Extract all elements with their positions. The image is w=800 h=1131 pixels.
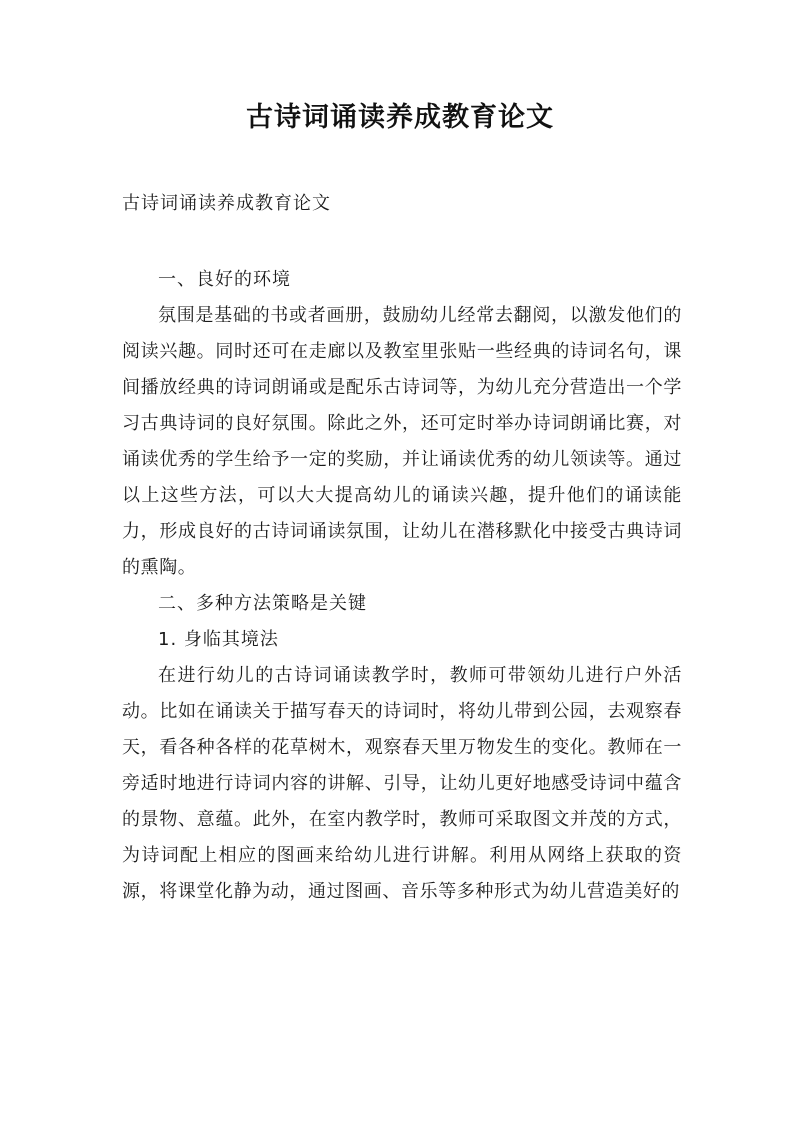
subsection-heading-immersion: 1. 身临其境法	[158, 629, 279, 650]
section-heading-methods: 二、多种方法策略是关键	[158, 593, 367, 614]
paragraph-atmosphere: 氛围是基础的书或者画册，鼓励幼儿经常去翻阅，以激发他们的阅读兴趣。同时还可在走廊以及教室里张贴一些经典的诗词名句，课间播放经典的诗词朗诵或是配乐古诗词等，为幼儿充分营造出一个学习古典诗词的良好氛围。除此之外，还可定时举办诗词朗诵比赛，对诵读优秀的学生给予一定的奖励，并让诵读优秀的幼儿领读等。通过以上这些方法，可以大大提高幼儿的诵读兴趣，提升他们的诵读能力，形成良好的古诗词诵读氛围，让幼儿在潜移默化中接受古典诗词的熏陶。	[122, 305, 682, 578]
section-heading-environment: 一、良好的环境	[158, 269, 291, 290]
document-subtitle: 古诗词诵读养成教育论文	[122, 193, 331, 214]
document-body	[122, 262, 682, 910]
document-title: 古诗词诵读养成教育论文	[246, 102, 554, 133]
paragraph-immersion: 在进行幼儿的古诗词诵读教学时，教师可带领幼儿进行户外活动。比如在诵读关于描写春天的诗词时，将幼儿带到公园，去观察春天，看各种各样的花草树木，观察春天里万物发生的变化。教师在一旁适时地进行诗词内容的讲解、引导，让幼儿更好地感受诗词中蕴含的景物、意蕴。此外，在室内教学时，教师可采取图文并茂的方式，为诗词配上相应的图画来给幼儿进行讲解。利用从网络上获取的资源，将课堂化静为动，通过图画、音乐等多种形式为幼儿营造美好的	[122, 665, 682, 902]
